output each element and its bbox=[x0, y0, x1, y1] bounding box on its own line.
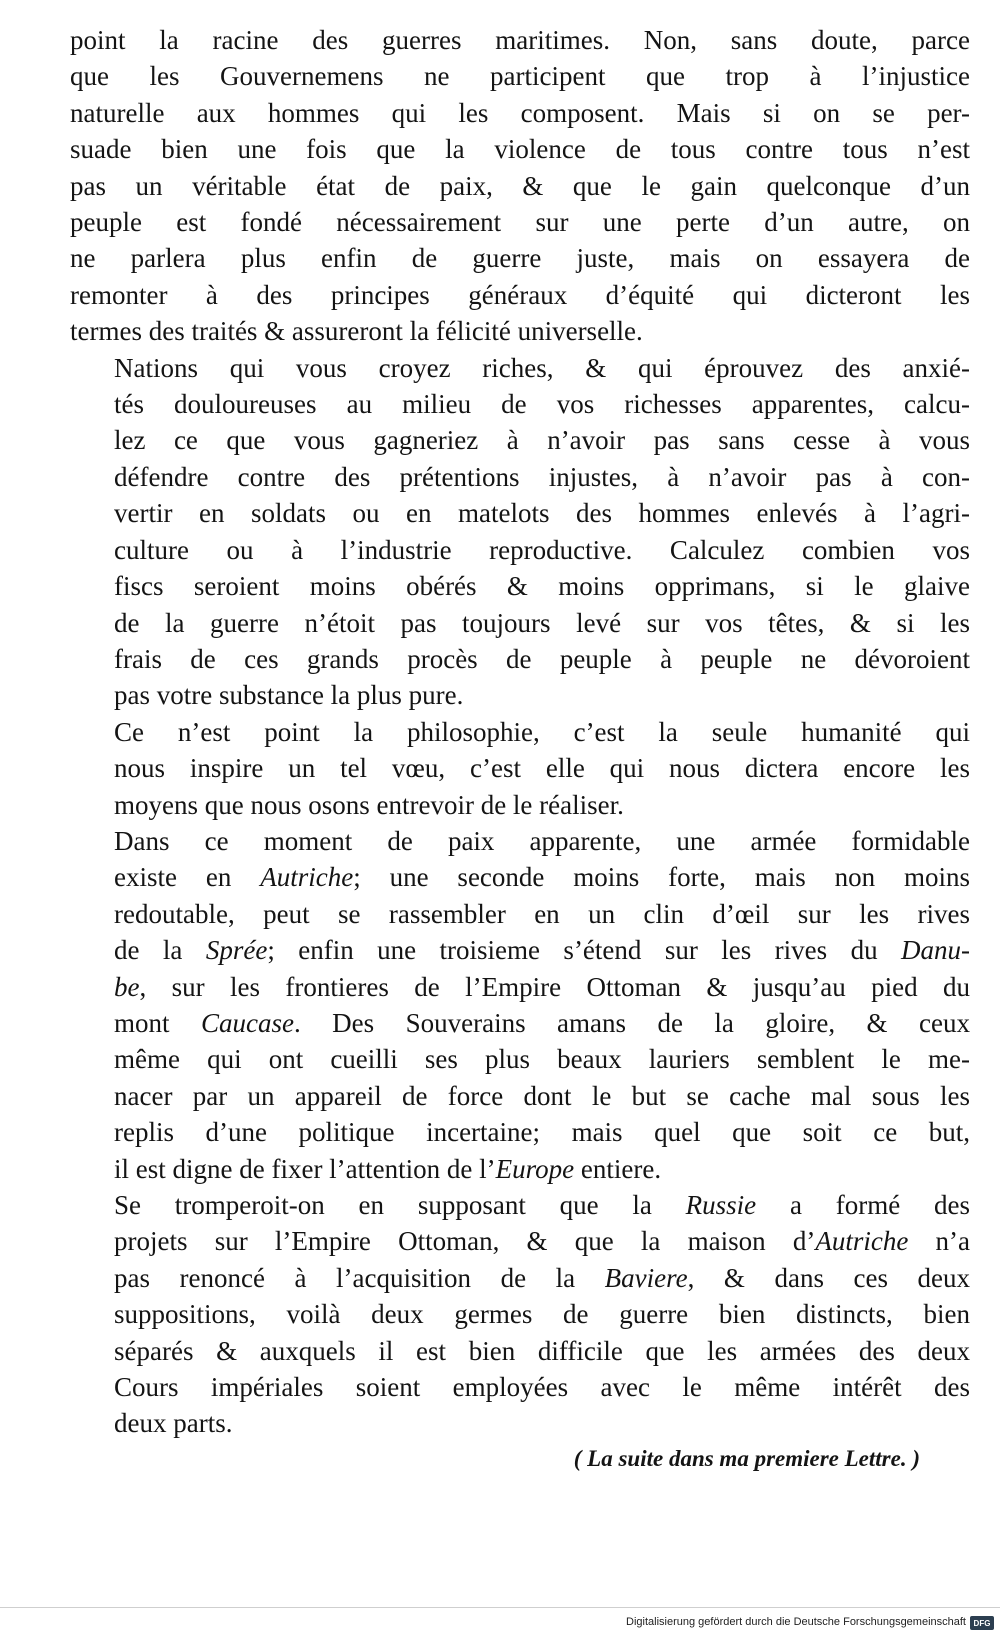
text-segment: point la racine des guerres maritimes. Non, sans doute, parce bbox=[70, 25, 970, 55]
text-line bbox=[70, 240, 970, 276]
text-line bbox=[70, 95, 970, 131]
italic-proper-noun: be bbox=[114, 971, 140, 1002]
text-line bbox=[70, 1187, 970, 1223]
text-line bbox=[70, 422, 970, 458]
text-line bbox=[70, 1041, 970, 1077]
text-segment: existe en bbox=[114, 862, 261, 893]
text-segment: de la bbox=[114, 935, 206, 966]
text-segment: suppositions, voilà deux germes de guerre bien distincts, bien bbox=[114, 1299, 970, 1330]
italic-proper-noun: Autriche bbox=[815, 1226, 909, 1257]
text-segment: tés douloureuses au milieu de vos richesses apparentes, calcu- bbox=[114, 389, 970, 420]
italic-proper-noun: Europe bbox=[495, 1153, 575, 1184]
italic-proper-noun: Danu- bbox=[901, 935, 970, 966]
text-segment: pas renoncé à l’acquisition de la bbox=[114, 1262, 605, 1293]
text-line bbox=[70, 1078, 970, 1114]
text-segment: projets sur l’Empire Ottoman, & que la maison d’ bbox=[114, 1226, 816, 1257]
text-line bbox=[70, 677, 970, 713]
text-segment: . Des Souverains amans de la gloire, & ceux bbox=[293, 1007, 970, 1038]
text-line bbox=[70, 386, 970, 422]
paragraph bbox=[70, 350, 970, 714]
italic-proper-noun: Baviere bbox=[604, 1262, 688, 1293]
text-line bbox=[70, 350, 970, 386]
text-segment: de la guerre n’étoit pas toujours levé sur vos têtes, & si les bbox=[114, 607, 970, 638]
text-segment: entiere. bbox=[574, 1153, 662, 1184]
text-line bbox=[70, 605, 970, 641]
text-line bbox=[70, 1333, 970, 1369]
text-line bbox=[70, 1114, 970, 1150]
text-segment: il est digne de fixer l’attention de l’ bbox=[114, 1153, 496, 1184]
text-segment: , & dans ces deux bbox=[687, 1262, 970, 1293]
funding-credit: Digitalisierung gefördert durch die Deutsche Forschungsgemeinschaft bbox=[626, 1616, 966, 1628]
text-line bbox=[70, 896, 970, 932]
text-line bbox=[70, 131, 970, 167]
text-segment: termes des traités & assureront la félicité universelle. bbox=[70, 316, 643, 347]
text-line bbox=[70, 714, 970, 750]
text-line bbox=[70, 58, 970, 94]
text-segment: naturelle aux hommes qui les composent. Mais si on se per- bbox=[70, 97, 970, 128]
text-segment: , sur les frontieres de l’Empire Ottoman & jusqu’au pied du bbox=[139, 971, 970, 1002]
text-segment: Ce n’est point la philosophie, c’est la seule humanité qui bbox=[114, 716, 970, 747]
text-segment: ne parlera plus enfin de guerre juste, mais on essayera de bbox=[70, 243, 970, 274]
text-line bbox=[70, 495, 970, 531]
text-segment: défendre contre des prétentions injustes, à n’avoir pas à con- bbox=[114, 461, 970, 492]
text-line bbox=[70, 932, 970, 968]
paragraph bbox=[70, 714, 970, 823]
body-text bbox=[70, 22, 970, 1442]
text-segment: vertir en soldats ou en matelots des hommes enlevés à l’agri- bbox=[114, 498, 970, 529]
italic-proper-noun: Autriche bbox=[260, 862, 354, 893]
text-segment: mont bbox=[114, 1007, 201, 1038]
text-segment: ; une seconde moins forte, mais non moins bbox=[353, 862, 970, 893]
text-line bbox=[70, 859, 970, 895]
text-segment: Nations qui vous croyez riches, & qui éprouvez des anxié- bbox=[114, 352, 970, 383]
text-segment: replis d’une politique incertaine; mais quel que soit ce but, bbox=[114, 1117, 970, 1148]
text-line bbox=[70, 459, 970, 495]
text-segment: a formé des bbox=[756, 1190, 970, 1220]
text-segment: n’a bbox=[908, 1226, 970, 1257]
text-line bbox=[70, 750, 970, 786]
text-line bbox=[70, 568, 970, 604]
text-line bbox=[70, 1369, 970, 1405]
text-segment: remonter à des principes généraux d’équité qui dicteront les bbox=[70, 279, 970, 310]
paragraph bbox=[70, 823, 970, 1187]
text-line bbox=[70, 22, 970, 58]
text-segment: Dans ce moment de paix apparente, une armée formidable bbox=[114, 825, 970, 856]
text-segment: pas un véritable état de paix, & que le gain quelconque d’un bbox=[70, 170, 970, 201]
text-segment: fiscs seroient moins obérés & moins opprimans, si le glaive bbox=[114, 571, 970, 602]
text-segment: moyens que nous osons entrevoir de le réaliser. bbox=[114, 789, 624, 820]
dfg-logo: DFG bbox=[970, 1616, 994, 1630]
italic-proper-noun: Caucase bbox=[200, 1007, 294, 1038]
text-segment: culture ou à l’industrie reproductive. Calculez combien vos bbox=[114, 534, 970, 565]
italic-proper-noun: Russie bbox=[685, 1190, 757, 1220]
text-segment: Cours impériales soient employées avec le même intérêt des bbox=[114, 1372, 970, 1403]
text-segment: lez ce que vous gagneriez à n’avoir pas sans cesse à vous bbox=[114, 425, 970, 456]
continuation-note: ( La suite dans ma premiere Lettre. ) bbox=[573, 1446, 920, 1471]
text-segment: ; enfin une troisieme s’étend sur les rives du bbox=[267, 935, 901, 966]
text-segment: nacer par un appareil de force dont le but se cache mal sous les bbox=[114, 1080, 970, 1111]
text-line bbox=[70, 787, 970, 823]
text-line bbox=[70, 1005, 970, 1041]
text-line bbox=[70, 1223, 970, 1259]
text-segment: suade bien une fois que la violence de tous contre tous n’est bbox=[70, 134, 970, 165]
italic-proper-noun: Sprée bbox=[205, 935, 268, 966]
text-line bbox=[70, 641, 970, 677]
text-line bbox=[70, 1296, 970, 1332]
text-line bbox=[70, 313, 970, 349]
paragraph bbox=[70, 22, 970, 350]
text-segment: peuple est fondé nécessairement sur une perte d’un autre, on bbox=[70, 207, 970, 238]
digitization-footer bbox=[0, 1607, 1000, 1634]
text-segment: frais de ces grands procès de peuple à peuple ne dévoroient bbox=[114, 643, 970, 674]
text-line bbox=[70, 168, 970, 204]
text-segment: deux parts. bbox=[114, 1408, 233, 1439]
text-line bbox=[70, 277, 970, 313]
text-line bbox=[70, 1151, 970, 1187]
text-segment: Se tromperoit-on en supposant que la bbox=[114, 1190, 686, 1220]
text-segment: nous inspire un tel vœu, c’est elle qui nous dictera encore les bbox=[114, 753, 970, 784]
text-line bbox=[70, 969, 970, 1005]
text-segment: séparés & auxquels il est bien difficile que les armées des deux bbox=[114, 1335, 970, 1366]
text-line bbox=[70, 1405, 970, 1441]
text-line bbox=[70, 532, 970, 568]
text-segment: que les Gouvernemens ne participent que trop à l’injustice bbox=[70, 61, 970, 92]
text-line bbox=[70, 823, 970, 859]
text-line bbox=[70, 204, 970, 240]
text-line bbox=[70, 1260, 970, 1296]
text-segment: même qui ont cueilli ses plus beaux lauriers semblent le me- bbox=[114, 1044, 970, 1075]
text-segment: pas votre substance la plus pure. bbox=[114, 680, 464, 711]
text-segment: redoutable, peut se rassembler en un clin d’œil sur les rives bbox=[114, 898, 970, 929]
paragraph bbox=[70, 1187, 970, 1442]
